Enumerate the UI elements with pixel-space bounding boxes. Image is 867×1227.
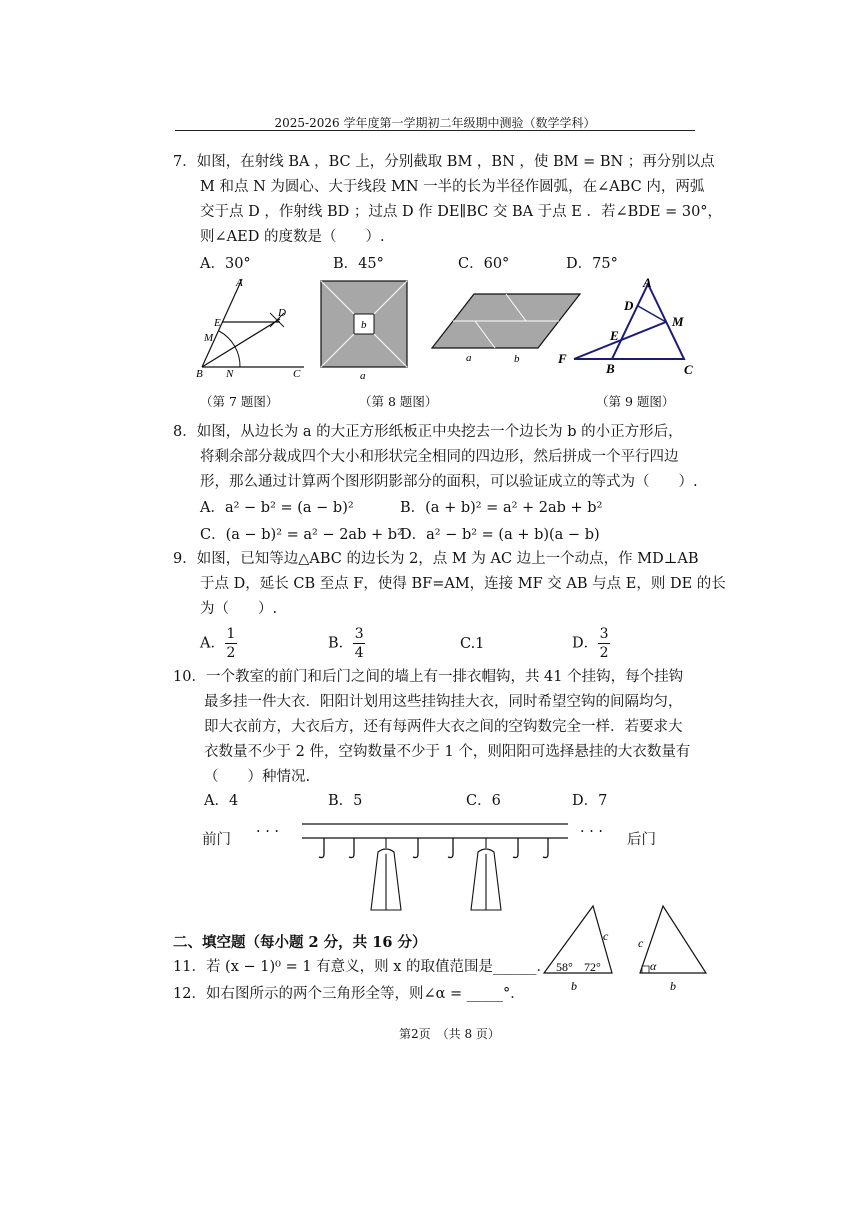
q10-option-a: A．4 [204,793,239,809]
q9-option-c: C.1 [460,636,485,652]
fig9-label-m: M [672,314,684,329]
fig7-label-e: E [214,317,221,329]
fig8-label-b: b [361,319,367,331]
fig9-label-c: C [684,362,693,377]
fig7-label-d: D [278,307,286,319]
q7-line-2: M 和点 N 为圆心、大于线段 MN 一半的长为半径作圆弧，在∠ABC 内，两弧 [200,179,705,195]
q7-option-b: B．45° [333,256,384,272]
q9-option-d: D． $\frac{3}{2}$ [572,626,609,661]
tri2-alpha: α [650,959,657,973]
fig7-label-b: B [196,368,203,380]
q7-line-3: 交于点 D ，作射线 BD ；过点 D 作 DE∥BC 交 BA 于点 E ．若∠BDE = 30°， [200,204,723,220]
dots-right: · · · [580,824,604,840]
front-door-label: 前门 [202,832,231,848]
q10-line-2: 最多挂一件大衣．阳阳计划用这些挂钩挂大衣，同时希望空钩的间隔均匀， [204,694,683,710]
figure-9 [554,272,700,380]
tri1-side-b: b [571,979,577,993]
fig7-label-a: A [236,277,243,289]
fig7-caption: （第 7 题图） [200,394,279,409]
q8-line-1: 8．如图，从边长为 a 的大正方形纸板正中央挖去一个边长为 b 的小正方形后， [173,424,683,440]
fig8-caption: （第 8 题图） [359,394,438,409]
figure-7 [192,275,312,380]
fig8-label-b2: b [514,353,520,365]
fig7-label-c: C [293,368,301,380]
coat-hook-figure [298,820,573,920]
fig8-label-a2: a [466,352,472,364]
fig9-label-d: D [624,298,634,313]
tri1-side-c: c [603,929,609,943]
back-door-label: 后门 [627,832,656,848]
q9-line-1: 9．如图，已知等边△ABC 的边长为 2，点 M 为 AC 边上一个动点，作 MD⊥AB [173,551,699,567]
q7-line-4: 则∠AED 的度数是（ ）. [200,229,385,245]
section-2-title: 二、填空题（每小题 2 分，共 16 分） [173,934,427,951]
tri1-angle-72: 72° [584,960,601,974]
fig9-caption: （第 9 题图） [596,394,675,409]
congruent-triangles-figure [540,900,715,998]
q10-line-5: （ ）种情况. [204,769,311,785]
q8-line-2: 将剩余部分裁成四个大小和形状完全相同的四边形，然后拼成一个平行四边 [200,449,679,465]
q10-line-4: 衣数量不少于 2 件，空钩数量不少于 1 个，则阳阳可选择悬挂的大衣数量有 [204,744,691,760]
tri2-side-b: b [670,979,676,993]
fig9-label-a: A [643,275,652,290]
q8-option-d: D．a² − b² = (a + b)(a − b) [400,527,600,543]
q10-line-1: 10．一个教室的前门和后门之间的墙上有一排衣帽钩，共 41 个挂钩，每个挂钩 [173,669,684,685]
fig8-label-a: a [360,370,366,382]
q7-option-a: A．30° [200,256,251,272]
q8-option-b: B．(a + b)² = a² + 2ab + b² [400,500,603,516]
q9-line-3: 为（ ）. [200,601,278,617]
fig9-label-e: E [610,328,619,343]
fig9-label-f: F [558,351,567,366]
q10-line-3: 即大衣前方，大衣后方，还有每两件大衣之间的空钩数完全一样．若要求大 [204,719,683,735]
figure-8-square [318,278,413,383]
dots-left: · · · [256,824,280,840]
q8-option-c: C．(a − b)² = a² − 2ab + b² [200,527,403,543]
header-rule [175,130,695,131]
q10-option-b: B．5 [328,793,363,809]
page-footer: 第2页 （共 8 页） [399,1027,500,1041]
q9-option-b: B． $\frac{3}{4}$ [328,626,364,661]
fig7-label-m: M [204,332,214,344]
q10-option-c: C．6 [466,793,501,809]
q8-line-3: 形，那么通过计算两个图形阴影部分的面积，可以验证成立的等式为（ ）. [200,474,698,490]
q10-option-d: D．7 [572,793,608,809]
q12-text: 12．如右图所示的两个三角形全等，则∠α = _____°． [173,986,525,1002]
q7-option-c: C．60° [458,256,510,272]
tri2-side-c: c [638,936,644,950]
q9-line-2: 于点 D，延长 CB 至点 F，使得 BF=AM，连接 MF 交 AB 与点 E，则 DE 的长 [200,576,726,592]
tri1-angle-58: 58° [556,960,573,974]
q8-option-a: A．a² − b² = (a − b)² [200,500,354,516]
page-header: 2025-2026 学年度第一学期初二年级期中测验（数学学科） [274,116,596,130]
q7-line-1: 7．如图，在射线 BA ，BC 上，分别截取 BM ，BN ，使 BM = BN ；再分别以点 [173,154,715,170]
q9-option-a: A． $\frac{1}{2}$ [200,626,236,661]
fig9-label-b: B [606,361,615,376]
q7-option-d: D．75° [566,256,618,272]
fig7-label-n: N [226,368,234,380]
q11-text: 11．若 (x − 1)⁰ = 1 有意义，则 x 的取值范围是______． [173,959,552,975]
